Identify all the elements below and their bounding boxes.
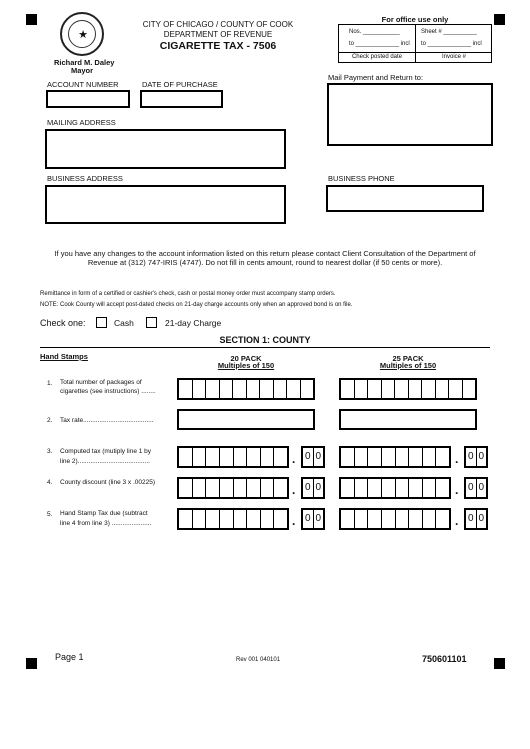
line-4-25-pack-input[interactable] xyxy=(339,477,451,499)
office-invoice: Invoice # xyxy=(441,54,466,60)
date-of-purchase-label: DATE OF PURCHASE xyxy=(142,80,218,89)
form-number: 750601101 xyxy=(422,654,467,664)
mail-payment-label: Mail Payment and Return to: xyxy=(328,73,424,82)
notice-line-2: Revenue at (312) 747-IRIS (4747). Do not fill in cents amount, round to nearest dollar (if 50 cents or more). xyxy=(87,258,443,267)
registration-mark-top-left xyxy=(26,14,37,25)
office-sheet: Sheet # __________ xyxy=(421,29,477,35)
charge-checkbox[interactable] xyxy=(146,317,157,328)
registration-mark-bottom-left xyxy=(26,658,37,669)
line-3-text-2: line 2)........................................ xyxy=(60,458,150,465)
line-5-20-pack-cents: 0 0 xyxy=(301,508,325,530)
line-5-25-pack-cents: 0 0 xyxy=(464,508,488,530)
col-20-pack-title: 20 PACK xyxy=(230,354,262,363)
line-2-number: 2. xyxy=(47,417,53,424)
line-3-20-pack-cents: 0 0 xyxy=(301,446,325,468)
office-to-1: to _____________ incl xyxy=(349,41,410,47)
charge-label: 21-day Charge xyxy=(165,318,222,328)
line-4-25-pack-cents: 0 0 xyxy=(464,477,488,499)
agency-line-1: CITY OF CHICAGO / COUNTY OF COOK xyxy=(142,20,294,29)
revision-code: Rev 001 040101 xyxy=(236,657,281,663)
col-25-pack-sub: Multiples of 150 xyxy=(379,361,437,370)
city-seal-logo: ★ xyxy=(60,12,104,56)
line-4-20-pack-cents: 0 0 xyxy=(301,477,325,499)
line-1-20-pack-input[interactable] xyxy=(177,378,315,400)
post-dated-note: NOTE: Cook County will accept post-dated checks on 21-day charge accounts only when an approved bond is on file. xyxy=(40,302,353,308)
office-nos: Nos. ___________ xyxy=(349,29,400,35)
line-3-20-pack-input[interactable] xyxy=(177,446,289,468)
agency-line-2: DEPARTMENT OF REVENUE xyxy=(163,30,273,39)
page-number: Page 1 xyxy=(55,652,84,662)
line-4-text-1: County discount (line 3 x .00225) xyxy=(60,479,156,486)
line-2-text-1: Tax rate....................................... xyxy=(60,417,154,424)
business-phone-field[interactable] xyxy=(326,185,484,212)
notice-line-1: If you have any changes to the account information listed on this return please contact Client Consultation of the Department of xyxy=(54,249,476,258)
line-2-20-pack-input[interactable] xyxy=(177,409,315,430)
line-5-number: 5. xyxy=(47,511,53,518)
office-to-2: to _____________ incl xyxy=(421,41,482,47)
line-4-20-pack-input[interactable] xyxy=(177,477,289,499)
line-5-text-1: Hand Stamp Tax due (subtract xyxy=(60,510,148,517)
official-title: Mayor xyxy=(70,66,94,75)
account-number-label: ACCOUNT NUMBER xyxy=(47,80,119,89)
business-phone-label: BUSINESS PHONE xyxy=(328,174,395,183)
line-4-number: 4. xyxy=(47,479,53,486)
remittance-note: Remittance in form of a certified or cashier's check, cash or postal money order must accompany stamp orders. xyxy=(40,291,336,297)
line-1-25-pack-input[interactable] xyxy=(339,378,477,400)
form-title: CIGARETTE TAX - 7506 xyxy=(159,40,277,52)
office-use-table xyxy=(338,24,492,63)
mailing-address-label: MAILING ADDRESS xyxy=(47,118,116,127)
col-25-pack-title: 25 PACK xyxy=(392,354,424,363)
cash-label: Cash xyxy=(114,318,134,328)
business-address-field[interactable] xyxy=(45,185,286,224)
line-1-text-1: Total number of packages of xyxy=(60,379,142,386)
line-5-25-pack-input[interactable] xyxy=(339,508,451,530)
business-address-label: BUSINESS ADDRESS xyxy=(47,174,123,183)
mailing-address-field[interactable] xyxy=(45,129,286,169)
check-one-label: Check one: xyxy=(40,318,86,328)
hand-stamps-heading: Hand Stamps xyxy=(40,352,88,361)
section-1-title: SECTION 1: COUNTY xyxy=(219,335,311,345)
line-1-number: 1. xyxy=(47,380,53,387)
line-3-text-1: Computed tax (mutiply line 1 by xyxy=(60,448,152,455)
registration-mark-bottom-right xyxy=(494,658,505,669)
section-1-rule xyxy=(40,347,490,348)
line-3-25-pack-cents: 0 0 xyxy=(464,446,488,468)
office-use-title: For office use only xyxy=(381,15,449,24)
line-2-25-pack-input[interactable] xyxy=(339,409,477,430)
line-1-text-2: cigarettes (see instructions) ........ xyxy=(60,388,156,395)
office-check-posted: Check posted date xyxy=(351,54,403,60)
line-5-20-pack-input[interactable] xyxy=(177,508,289,530)
line-3-number: 3. xyxy=(47,448,53,455)
registration-mark-top-right xyxy=(494,14,505,25)
official-name: Richard M. Daley xyxy=(54,58,115,67)
line-3-25-pack-input[interactable] xyxy=(339,446,451,468)
line-5-text-2: line 4 from line 3) ...................... xyxy=(60,520,152,527)
account-number-field[interactable] xyxy=(46,90,130,108)
mail-payment-box xyxy=(327,83,493,146)
cash-checkbox[interactable] xyxy=(96,317,107,328)
date-of-purchase-field[interactable] xyxy=(140,90,223,108)
col-20-pack-sub: Multiples of 150 xyxy=(217,361,275,370)
